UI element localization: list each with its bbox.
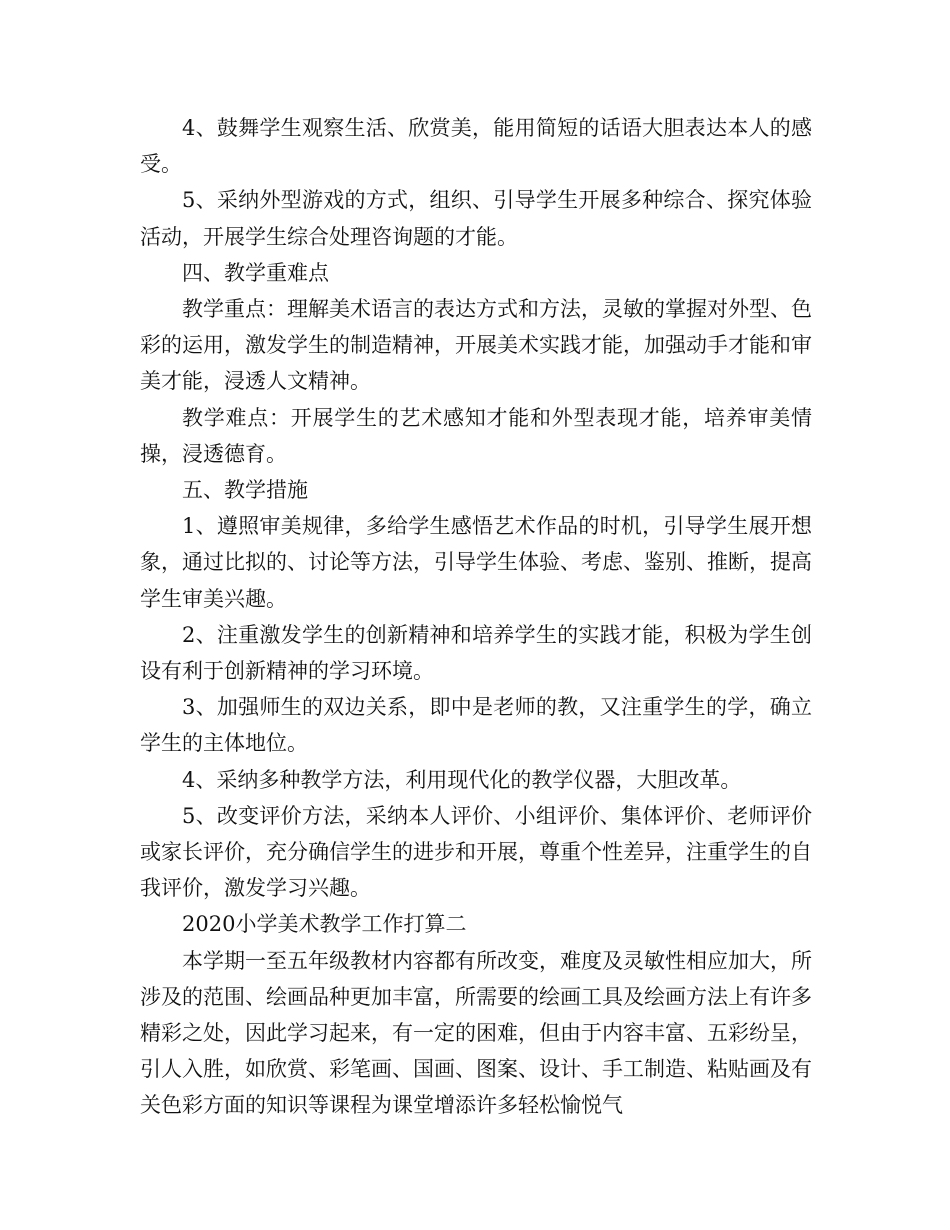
paragraph-measure-4: 4、采纳多种教学方法，利用现代化的教学仪器，大胆改革。 bbox=[182, 767, 742, 792]
paragraph-measure-2: 2、注重激发学生的创新精神和培养学生的实践才能，积极为学生创设有利于创新精神的学习环境。 bbox=[140, 622, 812, 684]
paragraph-game-activities: 5、采纳外型游戏的方式，组织、引导学生开展多种综合、探究体验活动，开展学生综合处理咨询题的才能。 bbox=[140, 188, 812, 249]
section-heading-key-points: 四、教学重难点 bbox=[182, 260, 329, 285]
section-heading-measures: 五、教学措施 bbox=[182, 478, 308, 503]
paragraph-teaching-difficulty: 教学难点：开展学生的艺术感知才能和外型表现才能，培养审美情操，浸透德育。 bbox=[140, 405, 812, 466]
paragraph-measure-5: 5、改变评价方法，采纳本人评价、小组评价、集体评价、老师评价或家长评价，充分确信学生的进步和开展，尊重个性差异，注重学生的自我评价，激发学习兴趣。 bbox=[140, 803, 812, 901]
paragraph-measure-3: 3、加强师生的双边关系，即中是老师的教，又注重学生的学，确立学生的主体地位。 bbox=[140, 695, 812, 756]
paragraph-measure-1: 1、遵照审美规律，多给学生感悟艺术作品的时机，引导学生展开想象，通过比拟的、讨论等方法，引导学生体验、考虑、鉴别、推断，提高学生审美兴趣。 bbox=[140, 514, 812, 611]
paragraph-teaching-focus: 教学重点：理解美术语言的表达方式和方法，灵敏的掌握对外型、色彩的运用，激发学生的制造精神，开展美术实践才能，加强动手才能和审美才能，浸透人文精神。 bbox=[140, 297, 812, 394]
section-title-plan-two: 2020小学美术教学工作打算二 bbox=[182, 912, 467, 937]
paragraph-semester-overview: 本学期一至五年级教材内容都有所改变，难度及灵敏性相应加大，所涉及的范围、绘画品种更加丰富，所需要的绘画工具及绘画方法上有许多精彩之处，因此学习起来，有一定的困难，但由于内容丰富、五彩纷呈，引人入胜，如欣赏、彩笔画、国画、图案、设计、手工制造、粘贴画及有关色彩方面的知识等课程为课堂增添许多轻松愉悦气 bbox=[140, 948, 812, 1118]
paragraph-encourage-observation: 4、鼓舞学生观察生活、欣赏美，能用简短的话语大胆表达本人的感受。 bbox=[140, 116, 812, 177]
document-body bbox=[140, 110, 812, 1124]
